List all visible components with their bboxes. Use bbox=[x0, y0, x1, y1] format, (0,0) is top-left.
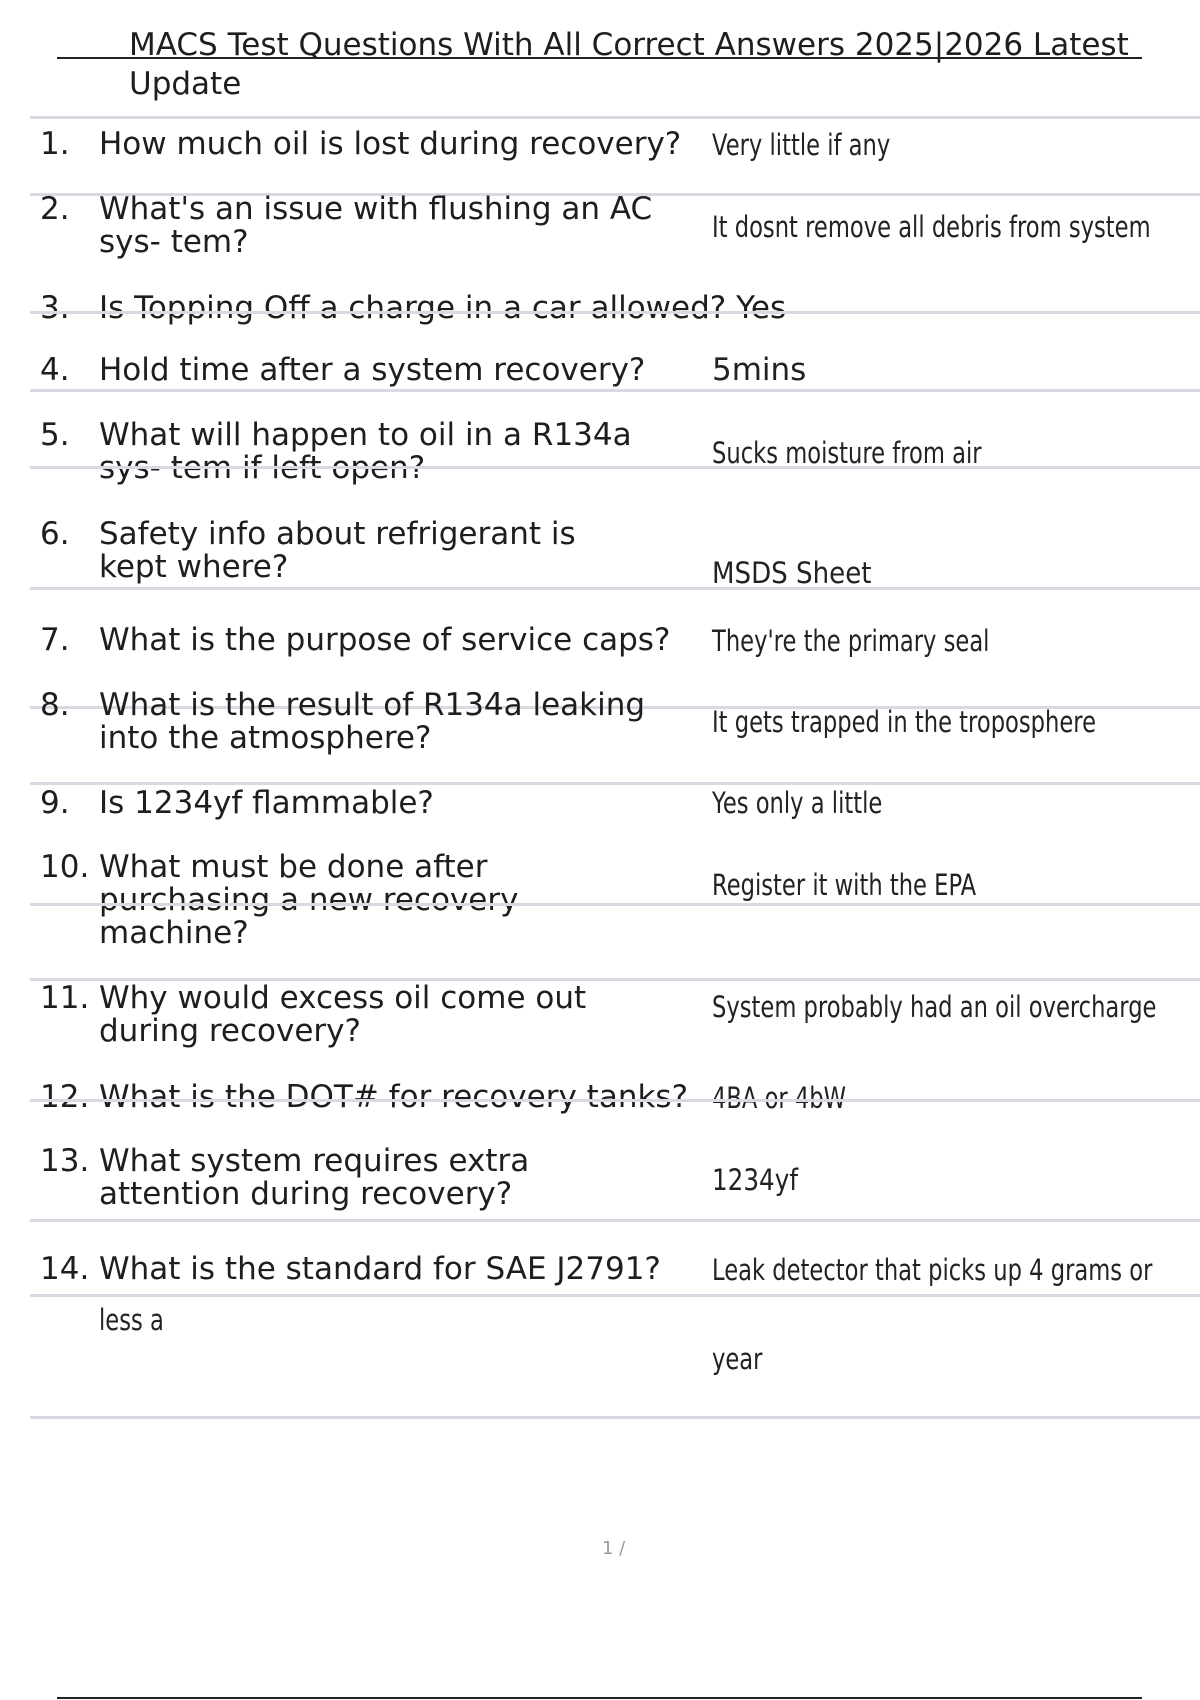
question-text: What is the DOT# for recovery tanks? bbox=[99, 1079, 689, 1115]
answer-text: Yes only a little bbox=[712, 786, 883, 820]
answer-continuation: less a bbox=[99, 1303, 164, 1337]
question-text: Is Topping Off a charge in a car allowed? Yes bbox=[99, 290, 787, 326]
question-text: Is 1234yf flammable? bbox=[99, 785, 434, 821]
row-divider bbox=[30, 903, 1200, 906]
question-number: 12. bbox=[40, 1079, 90, 1115]
answer-text: Very little if any bbox=[712, 128, 891, 162]
row-divider bbox=[30, 116, 1200, 119]
question-text: What is the purpose of service caps? bbox=[99, 622, 671, 658]
question-number: 3. bbox=[40, 290, 70, 326]
question-number: 4. bbox=[40, 352, 70, 388]
question-text: What is the standard for SAE J2791? bbox=[99, 1251, 661, 1287]
row-divider bbox=[30, 466, 1200, 469]
question-text: What must be done after purchasing a new recovery machine? bbox=[99, 849, 519, 951]
question-number: 9. bbox=[40, 785, 70, 821]
question-text: Why would excess oil come out during recovery? bbox=[99, 980, 587, 1049]
answer-text: Sucks moisture from air bbox=[712, 436, 982, 470]
document-title: MACS Test Questions With All Correct Answers 2025|2026 Latest Update bbox=[129, 27, 1129, 102]
question-number: 11. bbox=[40, 980, 90, 1016]
question-number: 1. bbox=[40, 126, 70, 162]
row-divider bbox=[30, 311, 1200, 314]
row-divider bbox=[30, 1294, 1200, 1297]
answer-continuation: year bbox=[712, 1342, 763, 1376]
row-divider bbox=[30, 587, 1200, 590]
title-underline bbox=[57, 57, 1142, 59]
question-text: Hold time after a system recovery? bbox=[99, 352, 646, 388]
question-text: What's an issue with flushing an AC sys- tem? bbox=[99, 191, 653, 260]
question-text: Safety info about refrigerant is kept where? bbox=[99, 516, 576, 585]
answer-text: It gets trapped in the troposphere bbox=[712, 705, 1097, 739]
question-number: 7. bbox=[40, 622, 70, 658]
question-number: 14. bbox=[40, 1251, 90, 1287]
row-divider bbox=[30, 389, 1200, 392]
question-text: What will happen to oil in a R134a sys- tem if left open? bbox=[99, 417, 632, 486]
question-text: What system requires extra attention during recovery? bbox=[99, 1143, 530, 1212]
question-number: 5. bbox=[40, 417, 70, 453]
question-text: What is the result of R134a leaking into the atmosphere? bbox=[99, 687, 646, 756]
row-divider bbox=[30, 1219, 1200, 1222]
question-number: 13. bbox=[40, 1143, 90, 1179]
answer-text: Leak detector that picks up 4 grams or bbox=[712, 1253, 1153, 1287]
answer-text: 4BA or 4bW bbox=[712, 1081, 847, 1115]
question-text: How much oil is lost during recovery? bbox=[99, 126, 682, 162]
answer-text: They're the primary seal bbox=[712, 624, 990, 658]
row-divider bbox=[30, 1099, 1200, 1102]
answer-text: 5mins bbox=[712, 352, 807, 388]
answer-text: System probably had an oil overcharge bbox=[712, 990, 1157, 1024]
page-number: 1 / bbox=[602, 1538, 626, 1559]
row-divider bbox=[30, 1416, 1200, 1419]
answer-text: It dosnt remove all debris from system bbox=[712, 210, 1151, 244]
footer-rule bbox=[57, 1697, 1142, 1699]
answer-text: Register it with the EPA bbox=[712, 868, 977, 902]
question-number: 8. bbox=[40, 687, 70, 723]
question-number: 10. bbox=[40, 849, 90, 885]
answer-text: 1234yf bbox=[712, 1163, 799, 1197]
question-number: 2. bbox=[40, 191, 70, 227]
question-number: 6. bbox=[40, 516, 70, 552]
answer-text: MSDS Sheet bbox=[712, 556, 872, 590]
